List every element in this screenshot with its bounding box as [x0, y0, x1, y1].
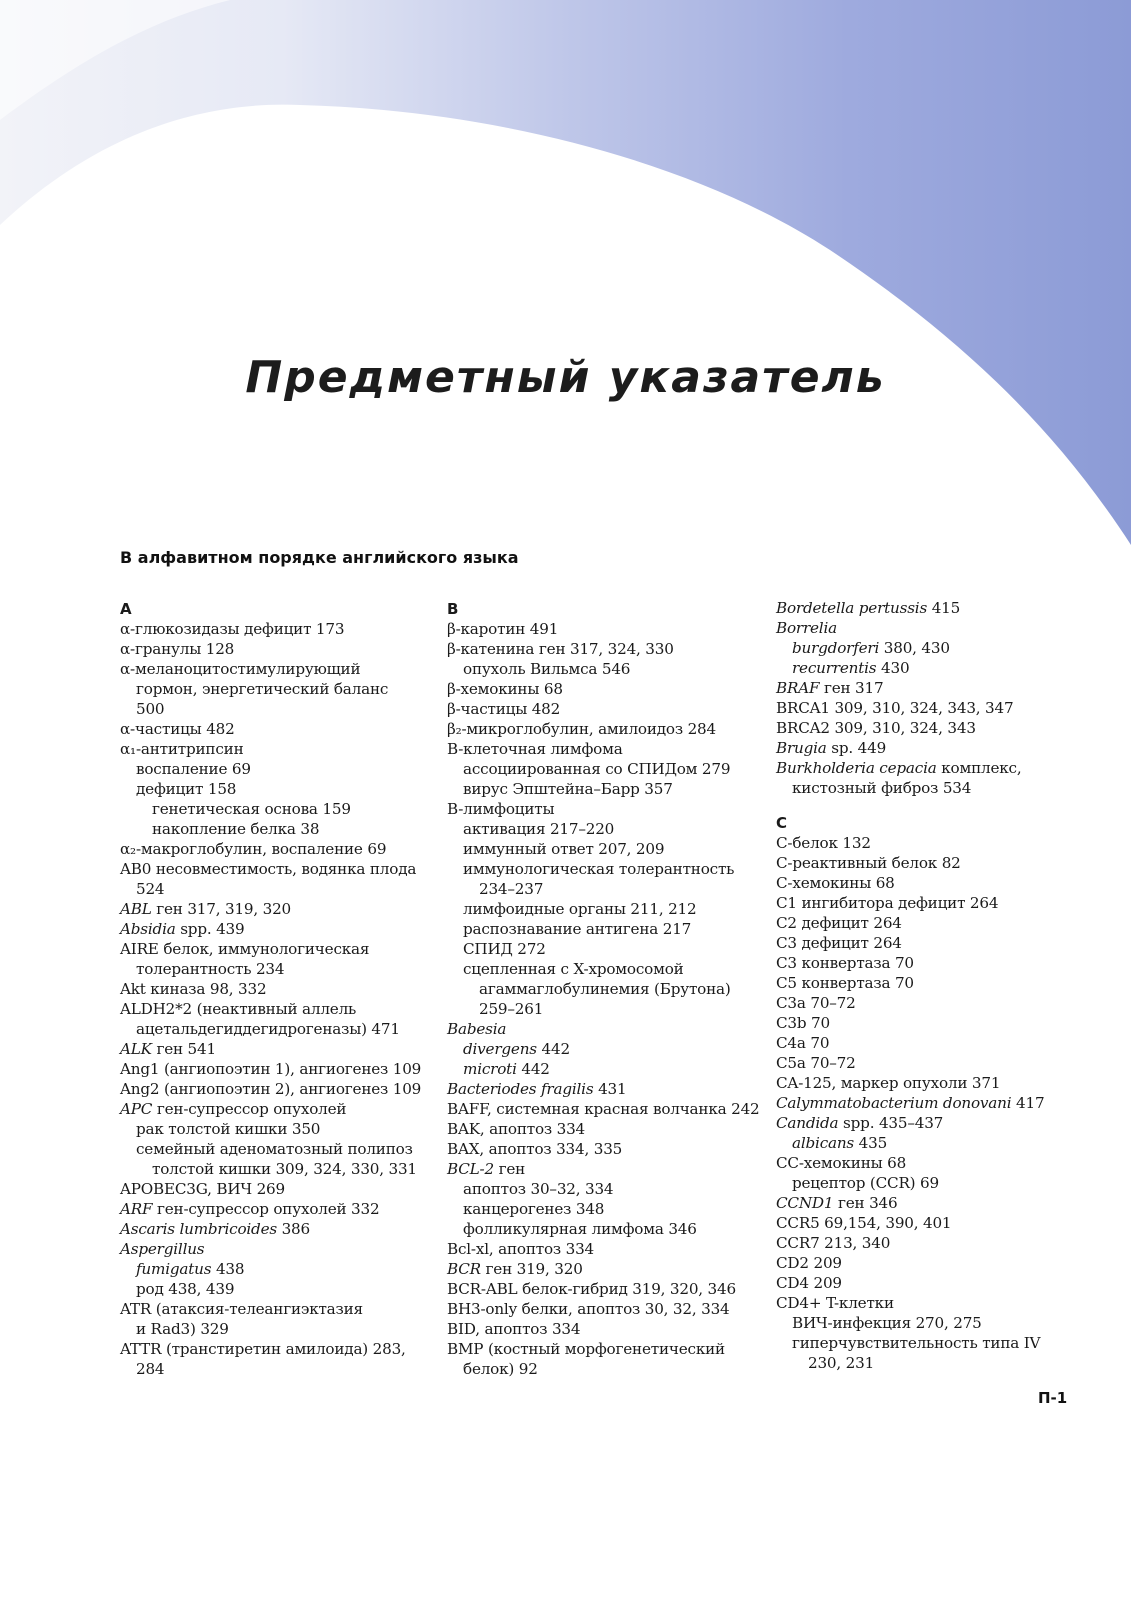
index-entry: [447, 1159, 747, 1179]
entry-text: Bordetella pertussis: [776, 599, 928, 617]
entry-text: C4a 70: [776, 1034, 830, 1052]
entry-text: BRCA1 309, 310, 324, 343, 347: [776, 699, 1014, 717]
entry-text: ВИЧ-инфекция 270, 275: [792, 1314, 982, 1332]
entry-text: 442: [536, 1040, 570, 1058]
index-entry: [776, 758, 1076, 778]
index-entry: [120, 619, 420, 639]
index-entry: [776, 1053, 1076, 1073]
index-entry: [120, 1179, 420, 1199]
index-subentry: [120, 1119, 420, 1139]
entry-text: ген 317: [819, 679, 884, 697]
entry-text: AB0 несовместимость, водянка плода: [120, 860, 417, 878]
index-subentry: [447, 1039, 747, 1059]
entry-text: воспаление 69: [136, 760, 251, 778]
index-entry: [776, 893, 1076, 913]
entry-text: BH3-only белки, апоптоз 30, 32, 334: [447, 1300, 730, 1318]
entry-text: Babesia: [447, 1020, 507, 1038]
entry-text: C-хемокины 68: [776, 874, 895, 892]
index-entry: [447, 1279, 747, 1299]
index-subentry: [120, 1359, 420, 1379]
entry-text: ген-супрессор опухолей 332: [152, 1200, 380, 1218]
entry-text: α-гранулы 128: [120, 640, 235, 658]
entry-text: CCND1: [776, 1194, 834, 1212]
entry-text: Candida: [776, 1114, 839, 1132]
index-subentry: [120, 759, 420, 779]
entry-text: Bacteriodes fragilis: [447, 1080, 594, 1098]
index-subentry: [447, 999, 747, 1019]
entry-text: C-белок 132: [776, 834, 871, 852]
entry-text: CA-125, маркер опухоли 371: [776, 1074, 1001, 1092]
entry-text: Aspergillus: [120, 1240, 205, 1258]
entry-text: вирус Эпштейна–Барр 357: [463, 780, 673, 798]
index-entry: [776, 598, 1076, 618]
entry-text: Ang2 (ангиопоэтин 2), ангиогенез 109: [120, 1080, 422, 1098]
index-entry: [120, 1059, 420, 1079]
entry-text: 430: [876, 659, 910, 677]
index-entry: [120, 899, 420, 919]
index-subentry: [776, 1313, 1076, 1333]
entry-text: B-лимфоциты: [447, 800, 555, 818]
entry-text: рак толстой кишки 350: [136, 1120, 321, 1138]
index-column-2: [447, 598, 760, 1379]
index-subentry: [447, 759, 747, 779]
index-subentry: [447, 819, 747, 839]
index-subentry: [447, 939, 747, 959]
entry-text: α-частицы 482: [120, 720, 235, 738]
index-subentry: [447, 1199, 747, 1219]
entry-text: распознавание антигена 217: [463, 920, 692, 938]
index-entry: [447, 699, 747, 719]
index-entry: [776, 1113, 1076, 1133]
entry-text: ген 317, 319, 320: [151, 900, 292, 918]
entry-text: Ascaris lumbricoides: [120, 1220, 277, 1238]
index-entry: [120, 1039, 420, 1059]
index-entry: [447, 1239, 747, 1259]
index-entry: [447, 1139, 747, 1159]
index-entry: [776, 1153, 1076, 1173]
entry-text: C3b 70: [776, 1014, 830, 1032]
index-entry: [447, 679, 747, 699]
entry-text: C1 ингибитора дефицит 264: [776, 894, 999, 912]
index-subentry: [120, 1159, 420, 1179]
index-entry: [776, 1273, 1076, 1293]
entry-text: агаммаглобулинемия (Брутона): [479, 980, 731, 998]
entry-text: CCR5 69,154, 390, 401: [776, 1214, 952, 1232]
banner-shape: [0, 0, 1131, 545]
index-subentry: [120, 1279, 420, 1299]
index-entry: [120, 1299, 420, 1319]
section-gap: [776, 798, 1076, 812]
index-subentry: [447, 1359, 747, 1379]
entry-text: C3a 70–72: [776, 994, 856, 1012]
index-entry: [120, 1219, 420, 1239]
index-entry: [776, 953, 1076, 973]
section-letter: B: [447, 600, 459, 618]
index-subentry: [776, 1353, 1076, 1373]
entry-text: AIRE белок, иммунологическая: [120, 940, 370, 958]
decorative-banner: [0, 0, 1131, 560]
entry-text: sp. 449: [826, 739, 887, 757]
index-entry: [776, 1293, 1076, 1313]
entry-text: fumigatus: [136, 1260, 212, 1278]
index-entry: [776, 973, 1076, 993]
index-entry: [447, 1259, 747, 1279]
entry-text: СПИД 272: [463, 940, 546, 958]
index-subentry: [447, 779, 747, 799]
entry-text: ARF: [120, 1200, 153, 1218]
index-entry: [776, 1193, 1076, 1213]
index-subentry: [447, 879, 747, 899]
entry-text: Bcl-xl, апоптоз 334: [447, 1240, 595, 1258]
entry-text: 417: [1011, 1094, 1045, 1112]
index-subentry: [120, 799, 420, 819]
index-subentry: [447, 859, 747, 879]
entry-text: APOBEC3G, ВИЧ 269: [120, 1180, 285, 1198]
entry-text: ассоциированная со СПИДом 279: [463, 760, 731, 778]
entry-text: BMP (костный морфогенетический: [447, 1340, 725, 1358]
entry-text: C3 дефицит 264: [776, 934, 902, 952]
index-entry: [120, 1079, 420, 1099]
index-entry: [447, 799, 747, 819]
index-entry: [447, 1339, 747, 1359]
entry-text: дефицит 158: [136, 780, 237, 798]
index-subentry: [120, 1319, 420, 1339]
index-entry: [447, 1019, 747, 1039]
index-entry: [447, 719, 747, 739]
entry-text: иммунологическая толерантность: [463, 860, 735, 878]
entry-text: BCR-ABL белок-гибрид 319, 320, 346: [447, 1280, 736, 1298]
entry-text: белок) 92: [463, 1360, 538, 1378]
index-column-3: [776, 598, 1076, 1373]
entry-text: ген 346: [833, 1194, 898, 1212]
entry-text: spp. 435–437: [838, 1114, 944, 1132]
index-entry: [776, 873, 1076, 893]
index-entry: [120, 639, 420, 659]
index-subentry: [120, 819, 420, 839]
index-subentry: [120, 679, 420, 699]
entry-text: BCL-2: [447, 1160, 494, 1178]
index-entry: [776, 1093, 1076, 1113]
index-entry: [120, 999, 420, 1019]
index-subentry: [120, 959, 420, 979]
entry-text: 435: [854, 1134, 888, 1152]
index-subentry: [447, 1059, 747, 1079]
index-subentry: [447, 659, 747, 679]
index-entry: [776, 833, 1076, 853]
entry-text: сцепленная с X-хромосомой: [463, 960, 684, 978]
index-entry: [447, 1079, 747, 1099]
entry-text: BID, апоптоз 334: [447, 1320, 581, 1338]
section-letter: A: [120, 600, 132, 618]
index-subentry: [447, 959, 747, 979]
entry-text: α₂-макроглобулин, воспаление 69: [120, 840, 387, 858]
page-title: Предметный указатель: [245, 352, 886, 403]
index-subentry: [447, 1219, 747, 1239]
index-subentry: [120, 879, 420, 899]
entry-text: α-меланоцитостимулирующий: [120, 660, 361, 678]
index-entry: [776, 698, 1076, 718]
entry-text: β-катенина ген 317, 324, 330: [447, 640, 674, 658]
index-entry: [776, 853, 1076, 873]
entry-text: β₂-микроглобулин, амилоидоз 284: [447, 720, 716, 738]
index-entry: [447, 739, 747, 759]
index-entry: [120, 1199, 420, 1219]
index-column-1: [120, 598, 420, 1379]
entry-text: род 438, 439: [136, 1280, 235, 1298]
entry-text: BAX, апоптоз 334, 335: [447, 1140, 623, 1158]
entry-text: ALDH2*2 (неактивный аллель: [120, 1000, 357, 1018]
index-subentry: [447, 979, 747, 999]
index-entry: [120, 979, 420, 999]
index-entry: [120, 719, 420, 739]
entry-text: BAFF, системная красная волчанка 242: [447, 1100, 760, 1118]
entry-text: BRCA2 309, 310, 324, 343: [776, 719, 976, 737]
index-entry: [776, 913, 1076, 933]
entry-text: кистозный фиброз 534: [792, 779, 972, 797]
index-subentry: [776, 778, 1076, 798]
entry-text: C3 конвертаза 70: [776, 954, 914, 972]
index-subentry: [120, 779, 420, 799]
index-subentry: [120, 1019, 420, 1039]
entry-text: 230, 231: [808, 1354, 875, 1372]
index-subentry: [120, 1139, 420, 1159]
entry-text: Calymmatobacterium donovani: [776, 1094, 1012, 1112]
entry-text: 259–261: [479, 1000, 544, 1018]
entry-text: CD4 209: [776, 1274, 842, 1292]
entry-text: опухоль Вильмса 546: [463, 660, 631, 678]
entry-text: 500: [136, 700, 165, 718]
index-subentry: [447, 1179, 747, 1199]
entry-text: канцерогенез 348: [463, 1200, 605, 1218]
entry-text: фолликулярная лимфома 346: [463, 1220, 697, 1238]
index-subentry: [776, 1133, 1076, 1153]
index-subentry: [120, 699, 420, 719]
page-number: П-1: [1038, 1389, 1068, 1407]
entry-text: иммунный ответ 207, 209: [463, 840, 665, 858]
entry-text: CD2 209: [776, 1254, 842, 1272]
index-subentry: [120, 1259, 420, 1279]
entry-text: ацетальдегиддегидрогеназы) 471: [136, 1020, 400, 1038]
entry-text: β-каротин 491: [447, 620, 559, 638]
index-entry: [120, 1239, 420, 1259]
index-entry: [776, 933, 1076, 953]
entry-text: генетическая основа 159: [152, 800, 351, 818]
entry-text: 386: [276, 1220, 310, 1238]
index-entry: [776, 1013, 1076, 1033]
entry-text: Akt киназа 98, 332: [120, 980, 267, 998]
entry-text: microti: [463, 1060, 517, 1078]
section-letter: C: [776, 814, 788, 832]
entry-text: гормон, энергетический баланс: [136, 680, 389, 698]
index-entry: [776, 678, 1076, 698]
entry-text: CD4+ T-клетки: [776, 1294, 894, 1312]
entry-text: 380, 430: [879, 639, 950, 657]
entry-text: α-глюкозидазы дефицит 173: [120, 620, 345, 638]
index-entry: [120, 739, 420, 759]
entry-text: 442: [516, 1060, 550, 1078]
entry-text: ген 319, 320: [480, 1260, 583, 1278]
entry-text: Absidia: [120, 920, 176, 938]
index-entry: [447, 1319, 747, 1339]
entry-text: 431: [593, 1080, 627, 1098]
entry-text: и Rad3) 329: [136, 1320, 229, 1338]
entry-text: CC-хемокины 68: [776, 1154, 907, 1172]
entry-text: Brugia: [776, 739, 827, 757]
entry-text: BAK, апоптоз 334: [447, 1120, 586, 1138]
index-entry: [776, 1033, 1076, 1053]
entry-text: Burkholderia cepacia: [776, 759, 937, 777]
index-subentry: [776, 1173, 1076, 1193]
entry-text: C5 конвертаза 70: [776, 974, 914, 992]
entry-text: C5a 70–72: [776, 1054, 856, 1072]
entry-text: семейный аденоматозный полипоз: [136, 1140, 413, 1158]
entry-text: активация 217–220: [463, 820, 615, 838]
index-entry: [447, 1119, 747, 1139]
entry-text: C-реактивный белок 82: [776, 854, 961, 872]
entry-text: divergens: [463, 1040, 537, 1058]
entry-text: накопление белка 38: [152, 820, 320, 838]
index-subtitle: В алфавитном порядке английского языка: [120, 548, 519, 567]
entry-text: рецептор (CCR) 69: [792, 1174, 939, 1192]
index-entry: [120, 659, 420, 679]
entry-text: ATTR (транстиретин амилоида) 283,: [120, 1340, 406, 1358]
entry-text: albicans: [792, 1134, 855, 1152]
index-entry: [447, 1099, 760, 1119]
entry-text: C2 дефицит 264: [776, 914, 902, 932]
entry-text: толерантность 234: [136, 960, 285, 978]
index-subentry: [447, 839, 747, 859]
entry-text: α₁-антитрипсин: [120, 740, 244, 758]
index-entry: [120, 1099, 420, 1119]
entry-text: лимфоидные органы 211, 212: [463, 900, 697, 918]
index-entry: [776, 1213, 1076, 1233]
entry-text: 415: [927, 599, 961, 617]
entry-text: BRAF: [776, 679, 820, 697]
index-entry: [776, 1233, 1076, 1253]
index-subentry: [776, 638, 1076, 658]
index-entry: [120, 919, 420, 939]
entry-text: гиперчувствительность типа IV: [792, 1334, 1041, 1352]
index-subentry: [447, 919, 747, 939]
index-entry: [120, 859, 420, 879]
entry-text: ген-супрессор опухолей: [152, 1100, 347, 1118]
entry-text: 284: [136, 1360, 165, 1378]
entry-text: β-хемокины 68: [447, 680, 563, 698]
index-subentry: [447, 899, 747, 919]
entry-text: ATR (атаксия-телеангиэктазия: [120, 1300, 363, 1318]
entry-text: B-клеточная лимфома: [447, 740, 623, 758]
entry-text: ALK: [120, 1040, 152, 1058]
entry-text: Ang1 (ангиопоэтин 1), ангиогенез 109: [120, 1060, 422, 1078]
entry-text: 234–237: [479, 880, 544, 898]
entry-text: BCR: [447, 1260, 481, 1278]
entry-text: CCR7 213, 340: [776, 1234, 891, 1252]
entry-text: 524: [136, 880, 165, 898]
index-entry: [776, 993, 1076, 1013]
entry-text: β-частицы 482: [447, 700, 561, 718]
index-entry: [120, 839, 420, 859]
entry-text: spp. 439: [175, 920, 245, 938]
index-entry: [120, 1339, 420, 1359]
index-entry: [776, 738, 1076, 758]
index-entry: [776, 1073, 1076, 1093]
entry-text: recurrentis: [792, 659, 877, 677]
index-entry: [447, 1299, 747, 1319]
entry-text: burgdorferi: [792, 639, 880, 657]
entry-text: комплекс,: [936, 759, 1022, 777]
entry-text: APC: [120, 1100, 153, 1118]
index-entry: [120, 939, 420, 959]
entry-text: 438: [211, 1260, 245, 1278]
entry-text: Borrelia: [776, 619, 837, 637]
entry-text: апоптоз 30–32, 334: [463, 1180, 614, 1198]
entry-text: ген: [493, 1160, 526, 1178]
index-entry: [447, 639, 747, 659]
entry-text: ген 541: [151, 1040, 216, 1058]
index-subentry: [776, 1333, 1076, 1353]
entry-text: толстой кишки 309, 324, 330, 331: [152, 1160, 417, 1178]
index-entry: [447, 619, 747, 639]
index-entry: [776, 618, 1076, 638]
index-entry: [776, 718, 1076, 738]
entry-text: ABL: [120, 900, 152, 918]
index-subentry: [776, 658, 1076, 678]
index-entry: [776, 1253, 1076, 1273]
